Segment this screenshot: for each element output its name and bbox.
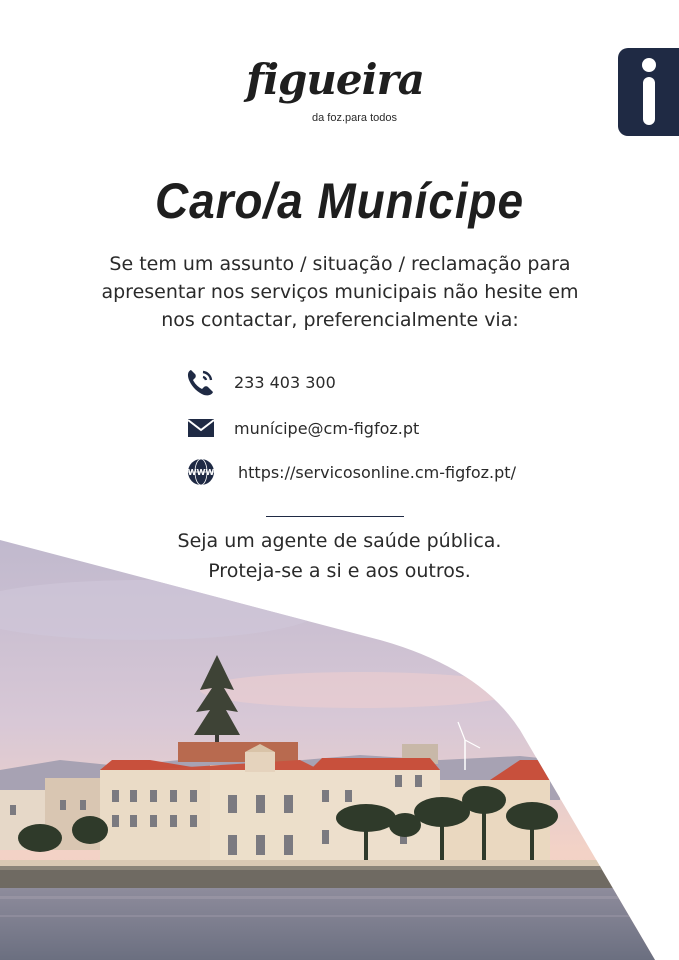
logo-tagline: da foz.para todos [312,112,398,124]
email-address: munícipe@cm-figfoz.pt [234,418,420,438]
phone-number: 233 403 300 [234,372,336,392]
intro-line: nos contactar, preferencialmente via: [161,309,519,331]
website-url[interactable]: https://servicosonline.cm-figfoz.pt/ [238,462,516,482]
slogan-line: Proteja-se a si e aos outros. [208,560,471,582]
slogan-line: Seja um agente de saúde pública. [177,530,502,552]
intro-line: Se tem um assunto / situação / reclamação para [109,253,571,275]
page-title: Caro/a Munícipe [154,173,525,229]
intro-line: apresentar nos serviços municipais não hesite em [101,281,579,303]
logo-wordmark: figueira [246,55,424,104]
www-label: WWW [187,468,215,477]
